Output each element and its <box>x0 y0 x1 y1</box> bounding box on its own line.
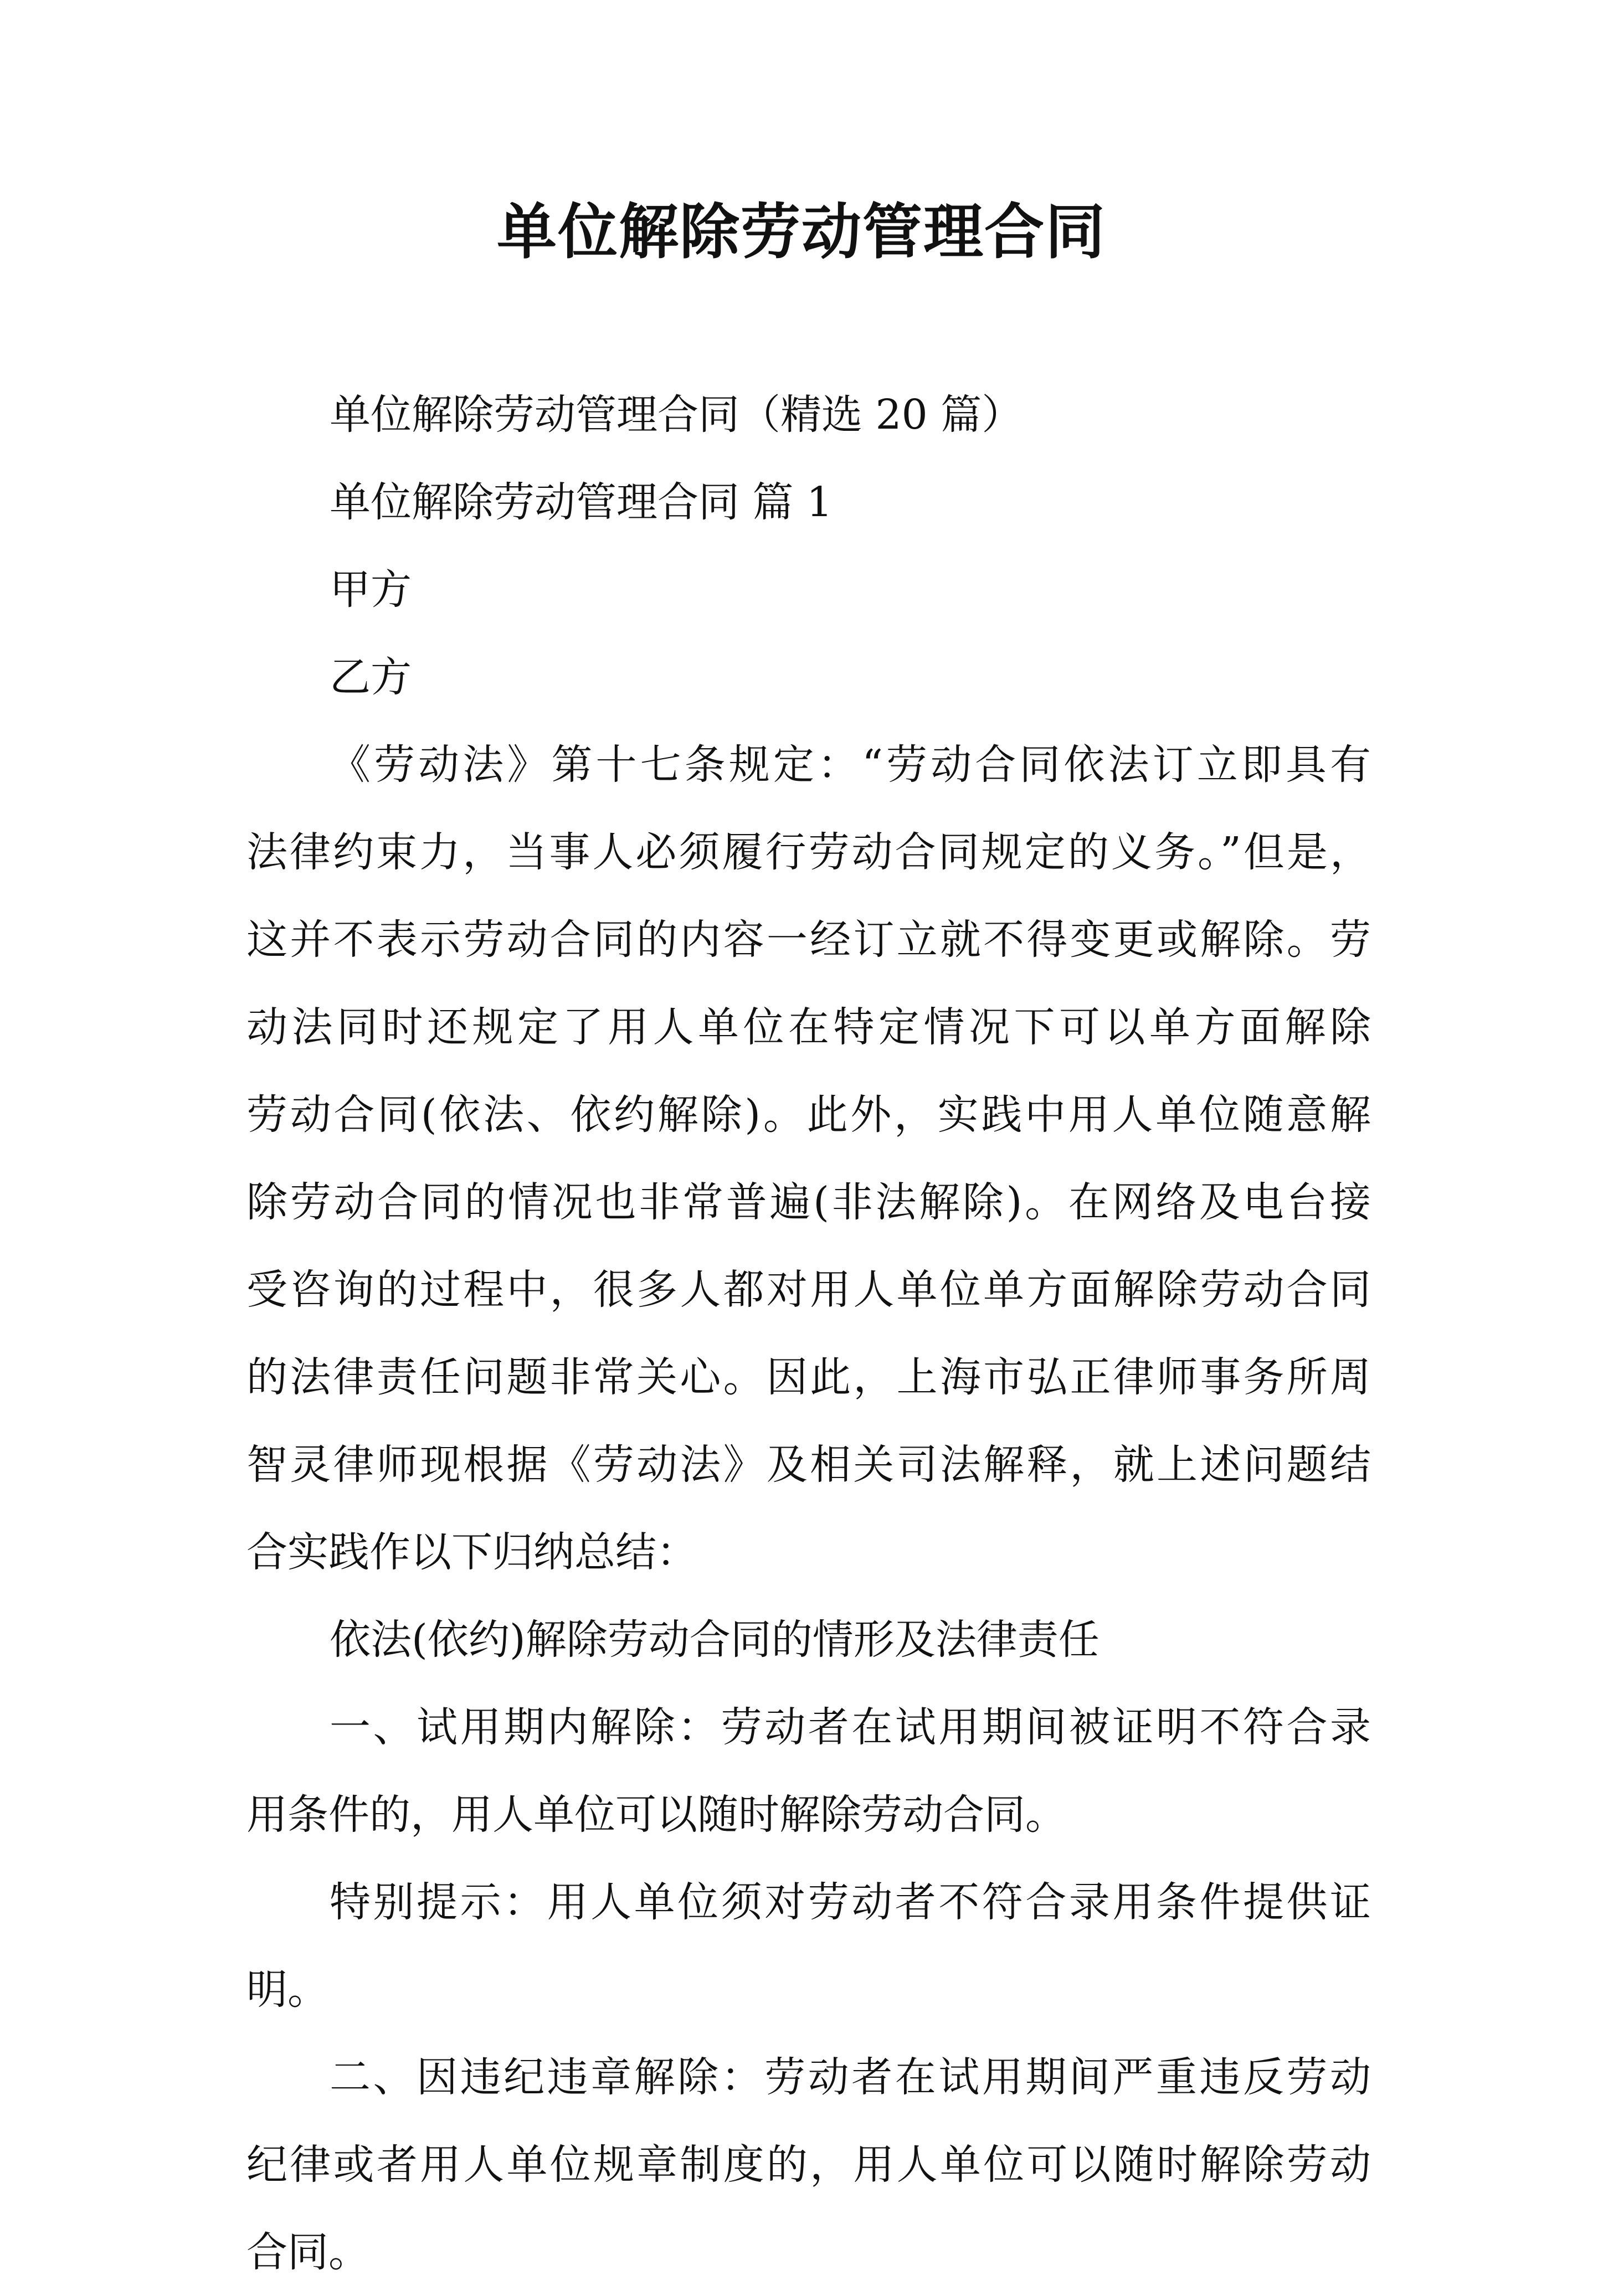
paragraph-line: 纪律或者用人单位规章制度的，用人单位可以随时解除劳动 <box>246 2141 1371 2189</box>
paragraph-line: 一、试用期内解除：劳动者在试用期间被证明不符合录 <box>330 1703 1371 1751</box>
paragraph-line: 合实践作以下归纳总结： <box>246 1528 697 1576</box>
paragraph-line: 乙方 <box>330 653 412 701</box>
paragraph-line: 除劳动合同的情况也非常普遍(非法解除)。在网络及电台接 <box>246 1178 1371 1226</box>
paragraph-line: 法律约束力，当事人必须履行劳动合同规定的义务。”但是， <box>246 828 1371 876</box>
paragraph-line: 特别提示：用人单位须对劳动者不符合录用条件提供证 <box>330 1878 1371 1926</box>
document-body <box>246 371 1371 2296</box>
document-title: 单位解除劳动管理合同 <box>496 198 1106 267</box>
paragraph-line: 受咨询的过程中，很多人都对用人单位单方面解除劳动合同 <box>246 1266 1371 1314</box>
paragraph-line: 明。 <box>246 1966 328 2014</box>
paragraph-line: 依法(依约)解除劳动合同的情形及法律责任 <box>330 1616 1100 1664</box>
paragraph-line: 二、因违纪违章解除：劳动者在试用期间严重违反劳动 <box>330 2053 1371 2101</box>
paragraph-line: 甲方 <box>330 566 412 614</box>
paragraph-line: 动法同时还规定了用人单位在特定情况下可以单方面解除 <box>246 1003 1371 1051</box>
paragraph-line: 合同。 <box>246 2228 369 2276</box>
paragraph-line: 《劳动法》第十七条规定：“劳动合同依法订立即具有 <box>330 741 1371 789</box>
paragraph-line: 劳动合同(依法、依约解除)。此外，实践中用人单位随意解 <box>246 1091 1371 1139</box>
paragraph-line: 用条件的，用人单位可以随时解除劳动合同。 <box>246 1791 1066 1839</box>
paragraph-line: 的法律责任问题非常关心。因此，上海市弘正律师事务所周 <box>246 1353 1371 1401</box>
paragraph-line: 单位解除劳动管理合同（精选 20 篇） <box>330 391 1023 439</box>
paragraph-line: 单位解除劳动管理合同 篇 1 <box>330 478 833 526</box>
paragraph-line: 智灵律师现根据《劳动法》及相关司法解释，就上述问题结 <box>246 1441 1371 1489</box>
paragraph-line: 这并不表示劳动合同的内容一经订立就不得变更或解除。劳 <box>246 916 1371 964</box>
